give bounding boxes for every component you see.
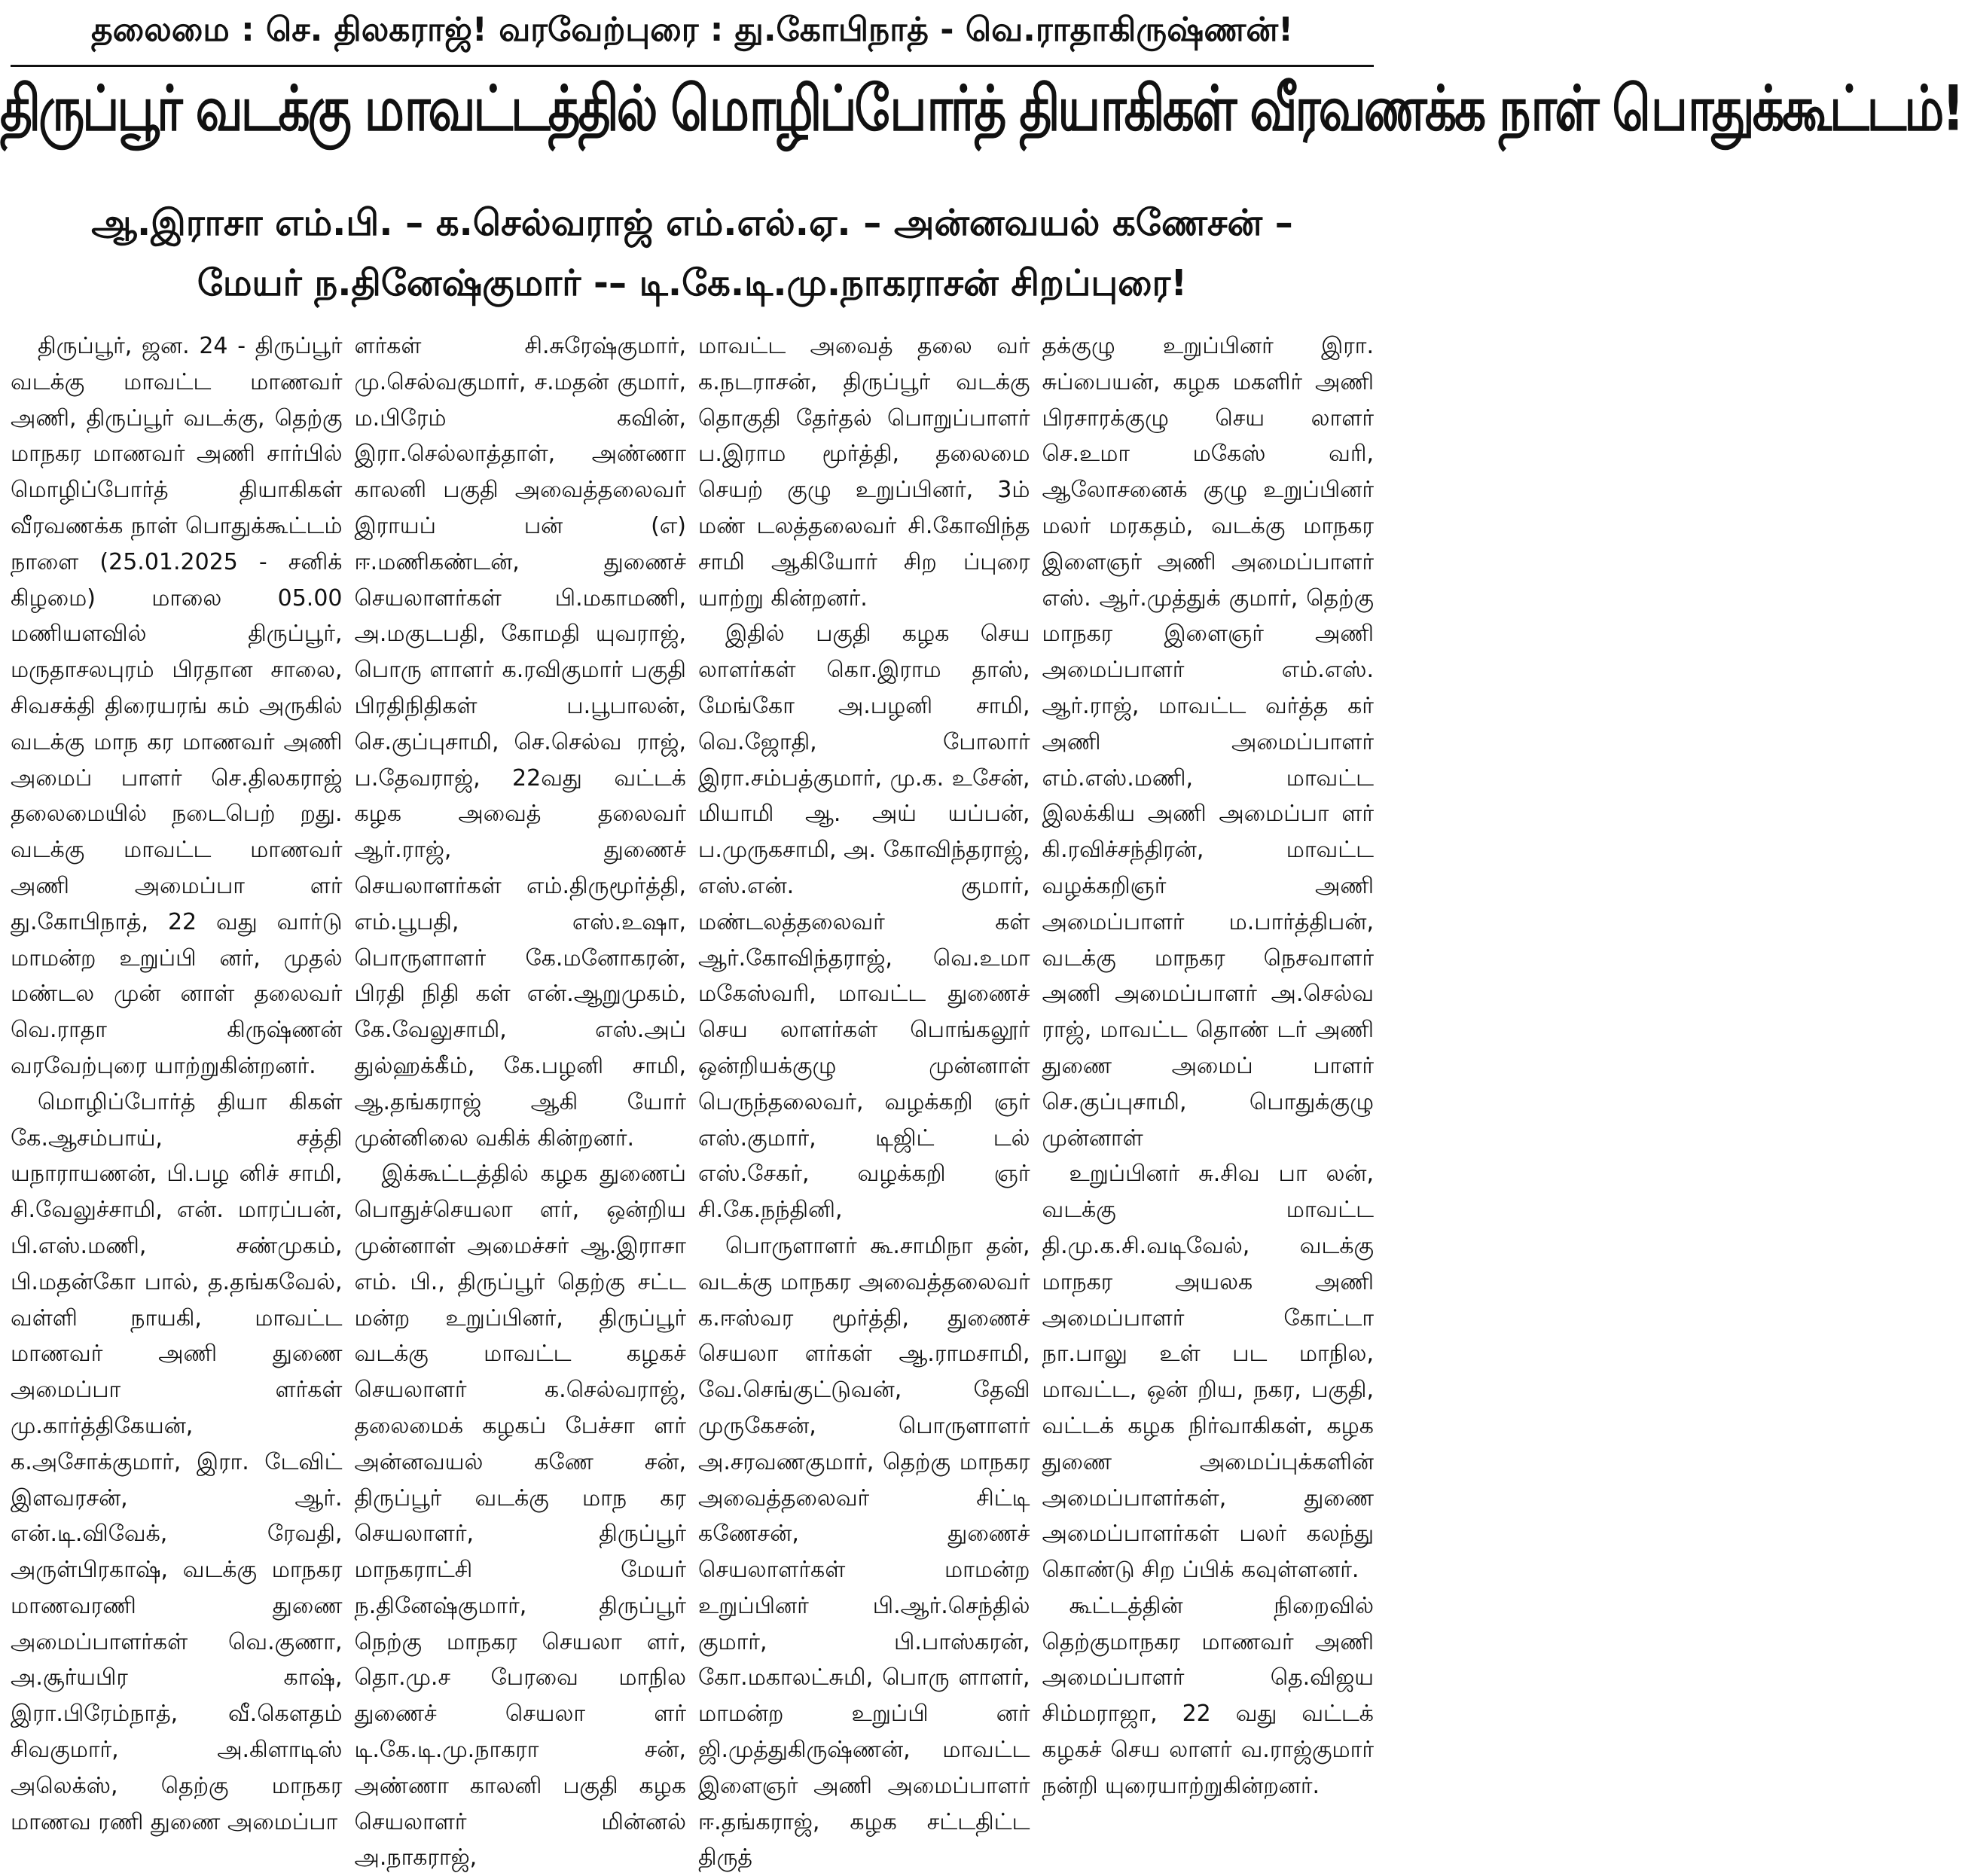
subheadline-speakers-1: ஆ.இராசா எம்.பி. – க.செல்வராஜ் எம்.எல்.ஏ. – அன்னவயல் கணேசன் – xyxy=(91,202,1293,244)
paragraph: தக்குழு உறுப்பினர் இரா. சுப்பையன், கழக மகளிர் அணி பிரசாரக்குழு செய லாளர் செ.உமா மகேஸ் வரி, ஆலோசனைக் குழு உறுப்பினர் மலர் மரகதம், வடக்கு மாநகர இளைஞர் அணி அமைப்பாளர் எஸ். ஆர்.முத்துக் குமார், தெற்கு மாநகர இளைஞர் அணி அமைப்பாளர் எம்.எஸ். ஆர்.ராஜ், மாவட்ட வர்த்த கர் அணி அமைப்பாளர் எம்.எஸ்.மணி, மாவட்ட இலக்கிய அணி அமைப்பா ளர் கி.ரவிச்சந்திரன், மாவட்ட வழக்கறிஞர் அணி அமைப்பாளர் ம.பார்த்திபன், வடக்கு மாநகர நெசவாளர் அணி அமைப்பாளர் அ.செல்வ ராஜ், மாவட்ட தொண் டர் அணி துணை அமைப் பாளர் செ.குப்புசாமி, பொதுக்குழு முன்னாள் xyxy=(1042,333,1374,1152)
paragraph: ளர்கள் சி.சுரேஷ்குமார், மு.செல்வகுமார், ச.மதன் குமார், ம.பிரேம் கவின், இரா.செல்லாத்தாள், அண்ணா காலனி பகுதி அவைத்தலைவர் இராயப் பன் (எ) ஈ.மணிகண்டன், துணைச் செயலாளர்கள் பி.மகாமணி, அ.மகுடபதி, கோமதி யுவராஜ், பொரு ளாளர் க.ரவிகுமார் பகுதி பிரதிநிதிகள் ப.பூபாலன், செ.குப்புசாமி, செ.செல்வ ராஜ், ப.தேவராஜ், 22வது வட்டக் கழக அவைத் தலைவர் ஆர்.ராஜ், துணைச் செயலாளர்கள் எம்.திருமூர்த்தி, எம்.பூபதி, எஸ்.உஷா, பொருளாளர் கே.மனோகரன், பிரதி நிதி கள் என்.ஆறுமுகம், கே.வேலுசாமி, எஸ்.அப் துல்ஹக்கீம், கே.பழனி சாமி, ஆ.தங்கராஜ் ஆகி யோர் முன்னிலை வகிக் கின்றனர். xyxy=(354,333,686,1152)
paragraph: இதில் பகுதி கழக செய லாளர்கள் கொ.இராம தாஸ், மேங்கோ அ.பழனி சாமி, வெ.ஜோதி, போலார் இரா.சம்பத்குமார், மு.க. உசேன், மியாமி ஆ. அய் யப்பன், ப.முருகசாமி, அ. கோவிந்தராஜ், எஸ்.என். குமார், மண்டலத்தலைவர் கள் ஆர்.கோவிந்தராஜ், வெ.உமா மகேஸ்வரி, மாவட்ட துணைச் செய லாளர்கள் பொங்கலூர் ஒன்றியக்குழு முன்னாள் பெருந்தலைவர், வழக்கறி ஞர் எஸ்.குமார், டிஜிட் டல் எஸ்.சேகர், வழக்கறி ஞர் சி.கே.நந்தினி, xyxy=(698,621,1030,1224)
divider-rule xyxy=(11,65,1374,67)
paragraph: இக்கூட்டத்தில் கழக துணைப் பொதுச்செயலா ளர், ஒன்றிய முன்னாள் அமைச்சர் ஆ.இராசா எம். பி., திருப்பூர் தெற்கு சட்ட மன்ற உறுப்பினர், திருப்பூர் வடக்கு மாவட்ட கழகச் செயலாளர் க.செல்வராஜ், தலைமைக் கழகப் பேச்சா ளர் அன்னவயல் கணே சன், திருப்பூர் வடக்கு மாந கர செயலாளர், திருப்பூர் மாநகராட்சி மேயர் ந.தினேஷ்குமார், திருப்பூர் நெற்கு மாநகர செயலா ளர், தொ.மு.ச பேரவை மாநில துணைச் செயலா ளர் டி.கே.டி.மு.நாகரா சன், அண்ணா காலனி பகுதி கழக செயலாளர் மின்னல் அ.நாகராஜ், xyxy=(354,1161,686,1871)
article-column-3 xyxy=(698,328,1030,1871)
paragraph: பொருளாளர் கூ.சாமிநா தன், வடக்கு மாநகர அவைத்தலைவர் க.ஈஸ்வர மூர்த்தி, துணைச் செயலா ளர்கள் ஆ.ராமசாமி, வே.செங்குட்டுவன், தேவி முருகேசன், பொருளாளர் அ.சரவணகுமார், தெற்கு மாநகர அவைத்தலைவர் சிட்டி கணேசன், துணைச் செயலாளர்கள் மாமன்ற உறுப்பினர் பி.ஆர்.செந்தில் குமார், பி.பாஸ்கரன், கோ.மகாலட்சுமி, பொரு ளாளர், மாமன்ற உறுப்பி னர் ஜி.முத்துகிருஷ்ணன், மாவட்ட இளைஞர் அணி அமைப்பாளர் ஈ.தங்கராஜ், கழக சட்டதிட்ட திருத் xyxy=(698,1232,1030,1871)
article-column-4 xyxy=(1042,328,1375,1797)
kicker-line: தலைமை : செ. திலகராஜ்! வரவேற்புரை : து.கோபிநாத் - வெ.ராதாகிருஷ்ணன்! xyxy=(90,11,1294,49)
article-column-1 xyxy=(11,328,343,1835)
article-column-2 xyxy=(354,328,687,1871)
headline: திருப்பூர் வடக்கு மாவட்டத்தில் மொழிப்போர்த் தியாகிகள் வீரவணக்க நாள் பொதுக்கூட்டம்! xyxy=(0,72,1962,145)
subheadline-speakers-2: மேயர் ந.தினேஷ்குமார் -– டி.கே.டி.மு.நாகராசன் சிறப்புரை! xyxy=(197,262,1188,304)
paragraph: கூட்டத்தின் நிறைவில் தெற்குமாநகர மாணவர் அணி அமைப்பாளர் தெ.விஜய சிம்மராஜா, 22 வது வட்டக் கழகச் செய லாளர் வ.ராஜ்குமார் நன்றி யுரையாற்றுகின்றனர். xyxy=(1042,1592,1374,1799)
paragraph: மாவட்ட அவைத் தலை வர் க.நடராசன், திருப்பூர் வடக்கு தொகுதி தேர்தல் பொறுப்பாளர் ப.இராம மூர்த்தி, தலைமை செயற் குழு உறுப்பினர், 3ம் மண் டலத்தலைவர் சி.கோவிந்த சாமி ஆகியோர் சிற ப்புரை யாற்று கின்றனர். xyxy=(698,333,1030,612)
paragraph: உறுப்பினர் சு.சிவ பா லன், வடக்கு மாவட்ட தி.மு.க.சி.வடிவேல், வடக்கு மாநகர அயலக அணி அமைப்பாளர் கோட்டா நா.பாலு உள் பட மாநில, மாவட்ட, ஒன் றிய, நகர, பகுதி, வட்டக் கழக நிர்வாகிகள், கழக துணை அமைப்புக்களின் அமைப்பாளர்கள், துணை அமைப்பாளர்கள் பலர் கலந்து கொண்டு சிற ப்பிக் கவுள்ளனர். xyxy=(1042,1161,1374,1584)
article-body xyxy=(11,328,1374,1871)
paragraph: மொழிப்போர்த் தியா கிகள் கே.ஆசம்பாய், சத்தி யநாராயணன், பி.பழ னிச் சாமி, சி.வேலுச்சாமி, என். மாரப்பன், பி.எஸ்.மணி, சண்முகம், பி.மதன்கோ பால், த.தங்கவேல், வள்ளி நாயகி, மாவட்ட மாணவர் அணி துணை அமைப்பா ளர்கள் மு.கார்த்திகேயன், க.அசோக்குமார், இரா. டேவிட் இளவரசன், ஆர். என்.டி.விவேக், ரேவதி, அருள்பிரகாஷ், வடக்கு மாநகர மாணவரணி துணை அமைப்பாளர்கள் வெ.குணா, அ.சூர்யபிர காஷ், இரா.பிரேம்நாத், வீ.கௌதம் சிவகுமார், அ.கிளாடிஸ் அலெக்ஸ், தெற்கு மாநகர மாணவ ரணி துணை அமைப்பா xyxy=(11,1088,343,1835)
paragraph: திருப்பூர், ஜன. 24 - திருப்பூர் வடக்கு மாவட்ட மாணவர் அணி, திருப்பூர் வடக்கு, தெற்கு மாநகர மாணவர் அணி சார்பில் மொழிப்போர்த் தியாகிகள் வீரவணக்க நாள் பொதுக்கூட்டம் நாளை (25.01.2025 - சனிக் கிழமை) மாலை 05.00 மணியளவில் திருப்பூர், மருதாசலபுரம் பிரதான சாலை, சிவசக்தி திரையரங் கம் அருகில் வடக்கு மாந கர மாணவர் அணி அமைப் பாளர் செ.திலகராஜ் தலைமையில் நடைபெற் றது. வடக்கு மாவட்ட மாணவர் அணி அமைப்பா ளர் து.கோபிநாத், 22 வது வார்டு மாமன்ற உறுப்பி னர், முதல் மண்டல முன் னாள் தலைவர் வெ.ராதா கிருஷ்ணன் வரவேற்புரை யாற்றுகின்றனர். xyxy=(11,333,343,1079)
